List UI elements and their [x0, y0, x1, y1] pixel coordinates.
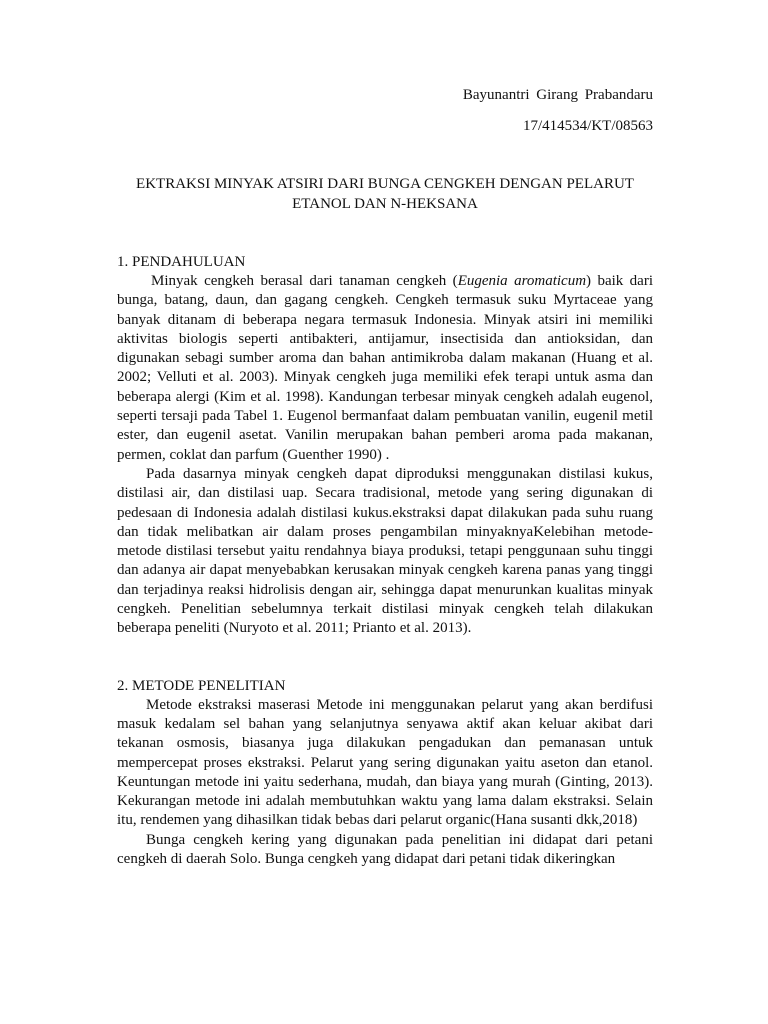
- title-line-2: ETANOL DAN N-HEKSANA: [292, 196, 478, 212]
- student-id: 17/414534/KT/08563: [523, 118, 653, 134]
- paragraph-text: ) baik dari bunga, batang, daun, dan gagang cengkeh. Cengkeh termasuk suku Myrtaceae yang banyak ditanam di beberapa negara termasuk Indonesia. Minyak atsiri ini memiliki aktivitas biologis seperti antibakteri, antijamur, insectisida dan antioksidan, dan digunakan sebagi sumber aroma dan bahan antimikroba dalam makanan (Huang et al. 2002; Velluti et al. 2003). Minyak cengkeh juga memiliki efek terapi untuk asma dan beberapa alergi (Kim et al. 1998). Kandungan terbesar minyak cengkeh adalah eugenol, seperti tersaji pada Tabel 1. Eugenol bermanfaat dalam pembuatan vanilin, eugenil metil ester, dan eugenil asetat. Vanilin merupakan bahan pemberi aroma pada makanan, permen, coklat dan parfum (Guenther 1990) .: [117, 273, 653, 463]
- section-heading-pendahuluan: 1. PENDAHULUAN: [117, 254, 246, 270]
- author-name: Bayunantri Girang Prabandaru: [462, 87, 653, 103]
- paragraph-metode-1: Metode ekstraksi maserasi Metode ini menggunakan pelarut yang akan berdifusi masuk kedalam sel bahan yang selanjutnya senyawa aktif akan keluar akibat dari tekanan osmosis, biasanya juga dilakukan pengadukan dan pemanasan untuk mempercepat proses ekstraksi. Pelarut yang sering digunakan yaitu aseton dan etanol. Keuntungan metode ini yaitu sederhana, mudah, dan biaya yang murah (Ginting, 2013). Kekurangan metode ini adalah membutuhkan waktu yang lama dalam ekstraksi. Selain itu, rendemen yang dihasilkan tidak bebas dari pelarut organic(Hana susanti dkk,2018): [117, 696, 653, 829]
- paragraph-pendahuluan-2: Pada dasarnya minyak cengkeh dapat diproduksi menggunakan distilasi kukus, distilasi air, dan distilasi uap. Secara tradisional, metode yang sering digunakan di pedesaan di Indonesia adalah distilasi kukus.ekstraksi dapat dilakukan pada suhu ruang dan tidak melibatkan air dalam proses pengambilan minyaknyaKelebihan metode-metode distilasi tersebut yaitu rendahnya biaya produksi, tetapi penggunaan suhu tinggi dan adanya air dapat menyebabkan kerusakan minyak cengkeh karena panas yang tinggi dan terjadinya reaksi hidrolisis dengan air, sehingga dapat menurunkan kualitas minyak cengkeh. Penelitian sebelumnya terkait distilasi minyak cengkeh telah dilakukan beberapa peneliti (Nuryoto et al. 2011; Prianto et al. 2013).: [117, 465, 653, 637]
- paragraph-text: Minyak cengkeh berasal dari tanaman cengkeh (: [151, 273, 458, 289]
- document-title: [117, 174, 653, 214]
- species-name: Eugenia aromaticum: [457, 273, 587, 289]
- section-heading-metode: 2. METODE PENELITIAN: [117, 677, 286, 694]
- title-line-1: EKTRAKSI MINYAK ATSIRI DARI BUNGA CENGKEH DENGAN PELARUT: [136, 176, 634, 192]
- author-block: [117, 85, 653, 136]
- paragraph-metode-2: Bunga cengkeh kering yang digunakan pada penelitian ini didapat dari petani cengkeh di daerah Solo. Bunga cengkeh yang didapat dari petani tidak dikeringkan: [117, 831, 653, 868]
- paragraph-pendahuluan-1: [117, 272, 653, 465]
